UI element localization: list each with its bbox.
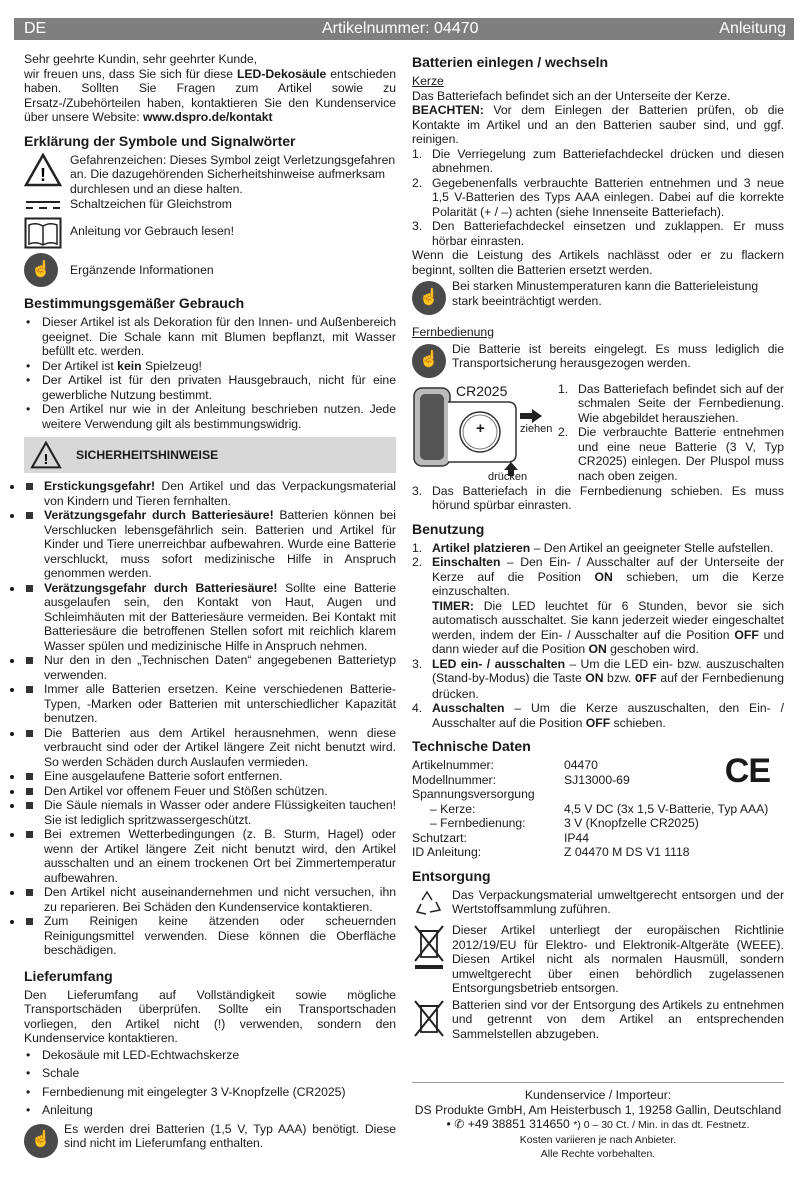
list-item: • Dieser Artikel ist als Dekoration für den Innen- und Außenbereich geeignet. Die Schale kann mit Blumen bepflanzt, mit Wasser befüllt etc. werden. <box>24 315 396 359</box>
tech-row: – Fernbedienung: 3 V (Knopfzelle CR2025) <box>430 816 699 830</box>
safety-banner <box>24 437 396 473</box>
left-column <box>24 52 396 1160</box>
recycle-icon <box>412 888 446 922</box>
right-column <box>412 52 784 1043</box>
tech-heading: Technische Daten <box>412 738 531 754</box>
footer-service: Kundenservice / Importeur: <box>524 1088 672 1102</box>
operation-steps <box>412 541 784 731</box>
info-hand-icon: ☝ <box>24 253 70 287</box>
list-item: • Die Batterien aus dem Artikel herausnehmen, wenn diese verbraucht sind oder der Artikel längere Zeit nicht benutzt wird. So werden Schäden durch Auslaufen vermieden. <box>24 726 396 770</box>
tech-row: – Kerze: 4,5 V DC (3x 1,5 V-Batterie, Typ AAA) <box>430 801 769 816</box>
info-hand-icon: ☝ <box>412 344 446 378</box>
tech-row: ID Anleitung: Z 04470 M DS V1 1118 <box>412 845 690 859</box>
list-item: • Anleitung <box>24 1101 396 1120</box>
symbol-text-warning: Gefahrenzeichen: Dieses Symbol zeigt Verletzungsgefahren an. Die dazugehörenden Sicherheitshinweise aufmerksam durchlesen und an diese halten. <box>70 152 396 196</box>
symbols-heading: Erklärung der Symbole und Signalwörter <box>24 132 296 149</box>
list-item: 2. Die verbrauchte Batterie entnehmen und eine neue Batterie (3 V, Typ CR2025) einlegen. Der Pluspol muss nach oben zeigen. <box>558 425 784 483</box>
safety-list <box>24 479 396 958</box>
list-item: • Nur den in den „Technischen Daten“ angegebenen Batterietyp verwenden. <box>24 653 396 682</box>
scope-list <box>24 1046 396 1120</box>
symbol-row-info <box>24 253 396 287</box>
manual-book-icon <box>24 216 70 250</box>
list-item: • Immer alle Batterien ersetzen. Keine verschiedenen Batterie-Typen, -Marken oder Batterien mit unterschiedlicher Kapazität benutzen. <box>24 682 396 726</box>
battery-heading: Batterien einlegen / wechseln <box>412 54 609 70</box>
list-item: • Erstickungsgefahr! Den Artikel und das Verpackungsmaterial von Kindern und Tieren fernhalten. <box>24 479 396 508</box>
direct-current-icon <box>24 197 70 213</box>
symbol-row-manual <box>24 216 396 250</box>
intro <box>24 52 396 125</box>
usage-heading: Bestimmungsgemäßer Gebrauch <box>24 295 245 311</box>
cell-label: CR2025 <box>456 382 508 399</box>
push-label: drücken <box>488 470 528 483</box>
header-bar <box>14 18 794 40</box>
svg-text:!: ! <box>40 164 46 185</box>
candle-attention: BEACHTEN: Vor dem Einlegen der Batterien prüfen, ob die Kontakte im Artikel und an den Batterien sauber sind, und ggf. reinigen. <box>412 103 784 146</box>
list-item: 2. Gegebenenfalls verbrauchte Batterien entnehmen und 3 neue 1,5 V-Batterien des Typs AAA einlegen. Dabei auf die korrekte Polarität (+ / –) achten (siehe Innenseite Batteriefach). <box>412 175 784 219</box>
list-item: • Fernbedienung mit eingelegter 3 V-Knopfzelle (CR2025) <box>24 1083 396 1102</box>
crossed-bin-icon <box>412 998 446 1042</box>
list-item: • Die Säule niemals in Wasser oder andere Flüssigkeiten tauchen! Sie ist lediglich spritzwassergeschützt. <box>24 798 396 827</box>
tech-row: Modellnummer: SJ13000-69 <box>412 772 630 787</box>
document-type: Anleitung <box>719 20 786 37</box>
greeting: Sehr geehrte Kundin, sehr geehrter Kunde, <box>24 52 258 66</box>
list-item: 3. Das Batteriefach in die Fernbedienung schieben. Es muss hörund spürbar einrasten. <box>412 483 784 512</box>
list-item: • Den Artikel nur wie in der Anleitung beschrieben nutzen. Jede weitere Verwendung gilt als bestimmungswidrig. <box>24 402 396 431</box>
remote-steps <box>552 382 784 484</box>
list-item: • Verätzungsgefahr durch Batteriesäure! Sollte eine Batterie ausgelaufen sein, den Kontakt von Haut, Augen und Schleimhäuten mit der Batteriesäure vermeiden. Bei Kontakt mit Batteriesäure die betroffenen Stellen sofort mit reichlich klarem Wasser spülen und medizinische Hilfe in Anspruch nehmen. <box>24 581 396 654</box>
list-item: 4. Ausschalten – Um die Kerze auszuschalten, den Ein- / Ausschalter auf die Position OFF schieben. <box>412 701 784 730</box>
info-hand-icon: ☝ <box>24 1124 58 1158</box>
disposal-heading: Entsorgung <box>412 867 491 884</box>
remote-diagram <box>412 382 552 484</box>
operation-heading: Benutzung <box>412 520 485 537</box>
info-hand-icon: ☝ <box>412 281 446 315</box>
symbol-text-dc: Schaltzeichen für Gleichstrom <box>70 197 232 211</box>
remote-note: ☝ Die Batterie ist bereits eingelegt. Es muss lediglich die Transportsicherung herausgezogen werden. <box>412 342 784 378</box>
scope-text: Den Lieferumfang auf Vollständigkeit sowie mögliche Transportschäden überprüfen. Sollte ein Transportschaden vorliegen, den Artikel nicht (!) verwenden, sondern den Kundenservice kontaktieren. <box>24 987 396 1045</box>
phone-icon: ✆ <box>454 1117 465 1131</box>
list-item: 1. Artikel platzieren – Den Artikel an geeigneter Stelle aufstellen. <box>412 540 774 555</box>
list-item: 1. Das Batteriefach befindet sich auf der schmalen Seite der Fernbedienung. Wie abgebildet herausziehen. <box>558 381 784 425</box>
footer-cost-note: Kosten variieren je nach Anbieter. <box>519 1133 677 1146</box>
svg-text:!: ! <box>43 452 49 469</box>
candle-text: Das Batteriefach befindet sich an der Unterseite der Kerze. <box>412 88 731 103</box>
pull-label: ziehen <box>520 422 553 435</box>
crossed-bin-icon <box>412 923 446 975</box>
symbol-text-manual: Anleitung vor Gebrauch lesen! <box>70 224 234 238</box>
list-item: • Den Artikel vor offenem Feuer und Stößen schützen. <box>24 784 396 799</box>
list-item: 3. LED ein- / ausschalten – Um die LED ein- bzw. auszuschalten (Stand-by-Modus) die Taste ON bzw. OFF auf der Fernbedienung drücken. <box>412 656 784 701</box>
disposal-batteries: Batterien sind vor der Entsorgung des Artikels zu entnehmen und getrennt von dem Artikel an entsprechenden Sammelstellen abzugeben. <box>412 998 784 1042</box>
list-item: • Eine ausgelaufene Batterie sofort entfernen. <box>24 769 396 784</box>
footer <box>412 1082 784 1162</box>
list-item: • Verätzungsgefahr durch Batteriesäure! Batterien können bei Verschlucken lebensgefährlich sein. Batterien und Artikel für Kinder und Tiere unerreichbar aufbewahren. Wurde eine Batterie verschluckt, muss sofort medizinische Hilfe in Anspruch genommen werden. <box>24 508 396 581</box>
symbol-text-info: Ergänzende Informationen <box>70 263 214 277</box>
candle-steps <box>412 147 784 249</box>
list-item: • Der Artikel ist kein Spielzeug! <box>24 359 396 374</box>
scope-heading: Lieferumfang <box>24 967 113 984</box>
intro-text: wir freuen uns, dass Sie sich für diese LED-Dekosäule entschieden haben. Sollten Sie Fragen zum Artikel sowie zu Ersatz-/Zubehörteilen haben, kontaktieren Sie den Kundenservice über unsere Website: www.dspro.de/kontakt <box>24 66 396 124</box>
list-item: • Zum Reinigen keine ätzenden oder scheuernden Reinigungsmittel verwenden. Diese können die Oberfläche beschädigen. <box>24 914 396 958</box>
product-name: LED-Dekosäule <box>236 66 327 81</box>
list-item: • Bei extremen Wetterbedingungen (z. B. Sturm, Hagel) oder wenn der Artikel längere Zeit nicht benutzt wird, den Artikel ausschalten und an einem trockenen Ort bei Zimmertemperatur aufbewahren. <box>24 827 396 885</box>
candle-subheading: Kerze <box>412 74 444 88</box>
list-item: • Den Artikel nicht auseinandernehmen und nicht versuchen, ihn zu reparieren. Bei Schäden den Kundenservice kontaktieren. <box>24 885 396 914</box>
warning-triangle-icon <box>30 441 62 469</box>
tech-section <box>412 738 784 860</box>
website-link[interactable]: www.dspro.de/kontakt <box>143 110 273 124</box>
remote-steps-cont <box>412 484 784 513</box>
list-item: • Schale <box>24 1064 396 1083</box>
list-item: 3. Den Batteriefachdeckel einsetzen und zuklappen. Er muss hörbar einrasten. <box>412 219 784 248</box>
tech-row: Spannungsversorgung <box>412 787 535 801</box>
tech-row: Schutzart: IP44 <box>412 830 590 845</box>
list-item: • Dekosäule mit LED-Echtwachskerze <box>24 1046 396 1065</box>
remote-instructions <box>412 382 784 484</box>
symbol-row-warning <box>24 153 396 197</box>
scope-note: ☝ Es werden drei Batterien (1,5 V, Typ AAA) benötigt. Diese sind nicht im Lieferumfang enthalten. <box>24 1122 396 1158</box>
footer-rights: Alle Rechte vorbehalten. <box>540 1148 656 1160</box>
footer-address: DS Produkte GmbH, Am Heisterbusch 1, 19258 Gallin, Deutschland • ✆ +49 38851 314650 *) 0 – 30 Ct. / Min. in das dt. Festnetz. <box>414 1102 782 1131</box>
article-number: Artikelnummer: 04470 <box>322 20 479 37</box>
list-item: 1. Die Verriegelung zum Batteriefachdeckel drücken und diesen abnehmen. <box>412 146 784 175</box>
usage-list <box>24 315 396 431</box>
candle-after-text: Wenn die Leistung des Artikels nachlässt oder er zu flackern beginnt, sollten die Batterien ersetzt werden. <box>412 248 784 277</box>
safety-heading: SICHERHEITSHINWEISE <box>76 447 219 462</box>
plus-pole: + <box>476 419 485 437</box>
list-item: 2. Einschalten – Den Ein- / Ausschalter auf der Unterseite der Kerze auf die Position ON schieben, um die Kerze einzuschalten. TIMER: Die LED leuchtet für 6 Stunden, bevor sie sich automatisch ausschaltet. Sie kann jederzeit wieder eingeschaltet werden, indem der Ein- / Ausschalter auf die Position OFF und dann wieder auf die Position ON geschoben wird. <box>412 555 785 656</box>
remote-subheading: Fernbedienung <box>412 325 494 339</box>
ce-mark: CE <box>724 752 770 790</box>
disposal-weee: Dieser Artikel unterliegt der europäischen Richtlinie 2012/19/EU für Elektro- und Elektronik-Altgeräte (WEEE). Diesen Artikel nicht als normalen Hausmüll, sondern umweltgerecht über einen behördlich zugelassenen Entsorgungsbetrieb entsorgen. <box>412 923 784 996</box>
candle-note: ☝ Bei starken Minustemperaturen kann die Batterieleistung stark beeinträchtigt werden. <box>412 279 784 315</box>
disposal-packaging: Das Verpackungsmaterial umweltgerecht entsorgen und der Wertstoffsammlung zuführen. <box>412 888 784 922</box>
language-code: DE <box>24 20 47 37</box>
warning-triangle-icon <box>24 153 70 187</box>
tech-row: Artikelnummer: 04470 <box>412 758 598 772</box>
list-item: • Der Artikel ist für den privaten Hausgebrauch, nicht für eine gewerbliche Nutzung bestimmt. <box>24 373 396 402</box>
symbol-row-dc <box>24 197 396 213</box>
